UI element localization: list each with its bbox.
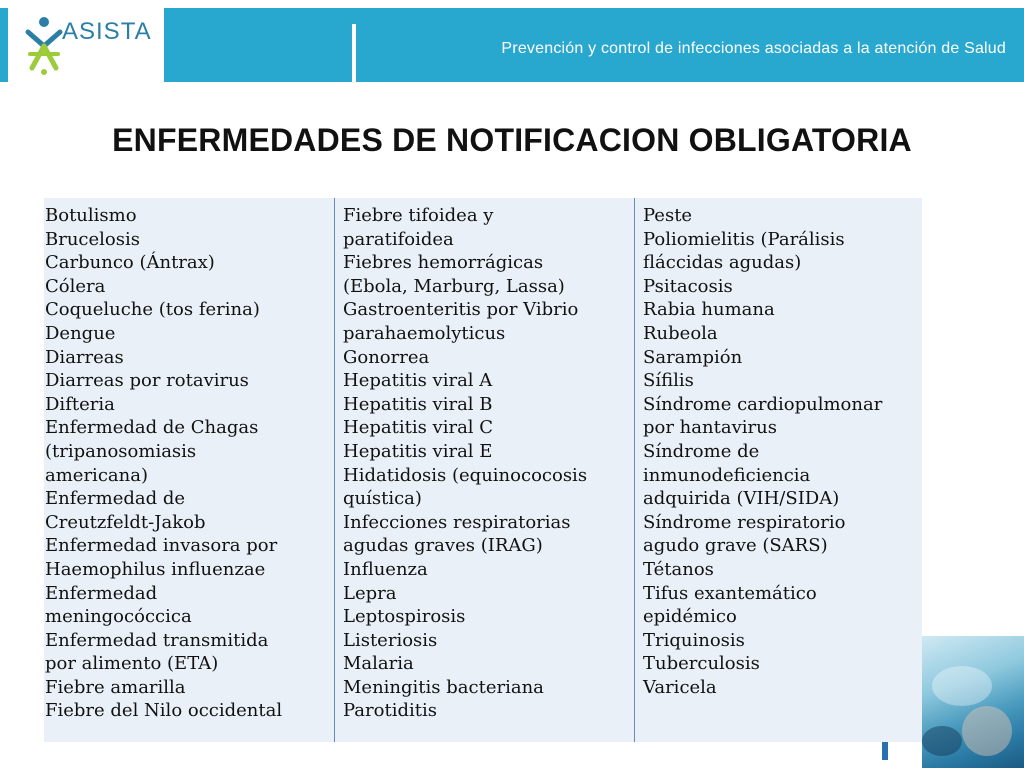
disease-item: Lepra — [343, 582, 397, 604]
disease-item: Peste — [643, 205, 693, 226]
disease-item: Hepatitis viral C — [343, 417, 494, 439]
disease-item: Meningitis bacteriana — [343, 676, 544, 698]
disease-item: meningocóccica — [45, 606, 192, 628]
disease-item: Cólera — [45, 275, 106, 297]
disease-item: Síndrome cardiopulmonar — [643, 393, 883, 415]
disease-item: Infecciones respiratorias — [343, 511, 571, 533]
disease-item: (Ebola, Marburg, Lassa) — [343, 275, 565, 297]
disease-item: Enfermedad de — [45, 488, 186, 510]
disease-item: Haemophilus influenzae — [45, 558, 266, 580]
disease-item: Enfermedad — [45, 582, 158, 604]
disease-item: Carbunco (Ántrax) — [45, 252, 215, 274]
logo-text: ASISTA — [62, 18, 152, 45]
disease-item: Influenza — [343, 558, 428, 580]
disease-item: Síndrome de — [643, 440, 760, 462]
slide-header — [0, 0, 1024, 84]
logo-area — [0, 0, 162, 84]
disease-item: Fiebres hemorrágicas — [343, 252, 544, 274]
disease-item: Hidatidosis (equinococosis — [343, 464, 588, 486]
disease-item: Brucelosis — [45, 228, 140, 250]
medical-team-photo — [922, 636, 1024, 768]
disease-item: Hepatitis viral A — [343, 370, 493, 392]
disease-item: Fiebre amarilla — [45, 676, 186, 698]
disease-item: Psitacosis — [643, 275, 733, 297]
disease-item: Difteria — [45, 393, 115, 415]
disease-item: Poliomielitis (Parálisis — [643, 228, 845, 250]
disease-item: Enfermedad invasora por — [45, 535, 278, 557]
disease-item: Malaria — [343, 653, 414, 675]
disease-item: Sarampión — [643, 346, 743, 368]
disease-item: Diarreas por rotavirus — [45, 370, 249, 392]
disease-item: fláccidas agudas) — [643, 252, 802, 274]
disease-item: Fiebre del Nilo occidental — [45, 700, 283, 722]
footer-accent-bar — [882, 742, 888, 760]
disease-item: americana) — [45, 464, 148, 486]
disease-item: agudas graves (IRAG) — [343, 535, 543, 557]
disease-item: paratifoidea — [343, 228, 454, 250]
disease-item: Tétanos — [643, 558, 714, 580]
disease-item: Parotiditis — [343, 700, 437, 722]
diseases-column-2 — [334, 198, 635, 742]
disease-item: agudo grave (SARS) — [643, 535, 828, 557]
banner-divider — [352, 24, 356, 90]
disease-item: Síndrome respiratorio — [643, 511, 846, 533]
disease-item: Coqueluche (tos ferina) — [45, 299, 260, 321]
disease-item: Hepatitis viral B — [343, 393, 493, 415]
diseases-list-1 — [44, 198, 334, 723]
disease-item: Hepatitis viral E — [343, 440, 493, 462]
header-banner — [164, 8, 1024, 82]
disease-item: Diarreas — [45, 346, 124, 368]
disease-item: por hantavirus — [643, 417, 777, 439]
diseases-column-1 — [44, 198, 334, 742]
disease-item: Dengue — [45, 322, 116, 344]
disease-item: Tifus exantemático — [643, 582, 817, 604]
disease-item: quística) — [343, 488, 422, 510]
disease-item: Enfermedad de Chagas — [45, 417, 259, 439]
disease-item: Creutzfeldt-Jakob — [45, 511, 206, 533]
disease-item: Enfermedad transmitida — [45, 629, 269, 651]
disease-item: adquirida (VIH/SIDA) — [643, 488, 840, 510]
disease-item: (tripanosomiasis — [45, 440, 197, 462]
disease-item: inmunodeficiencia — [643, 464, 811, 486]
disease-item: Sífilis — [643, 370, 694, 392]
disease-item: parahaemolyticus — [343, 322, 506, 344]
disease-item: Gonorrea — [343, 346, 430, 368]
disease-item: Fiebre tifoidea y — [343, 205, 494, 226]
banner-subtitle: Prevención y control de infecciones asociadas a la atención de Salud — [501, 40, 1006, 57]
left-accent-strip — [0, 8, 8, 82]
disease-item: Listeriosis — [343, 629, 438, 651]
disease-item: Rabia humana — [643, 299, 775, 321]
disease-item: Botulismo — [45, 205, 137, 226]
diseases-table — [44, 198, 922, 742]
disease-item: Rubeola — [643, 322, 718, 344]
diseases-column-3 — [634, 198, 923, 742]
asista-figure-icon — [24, 14, 64, 76]
disease-item: Gastroenteritis por Vibrio — [343, 299, 579, 321]
slide-title: ENFERMEDADES DE NOTIFICACION OBLIGATORIA — [112, 122, 912, 158]
disease-item: Leptospirosis — [343, 606, 466, 628]
disease-item: epidémico — [643, 606, 737, 628]
disease-item: Triquinosis — [643, 629, 745, 651]
disease-item: por alimento (ETA) — [45, 653, 219, 675]
disease-item: Tuberculosis — [643, 653, 760, 675]
disease-item: Varicela — [643, 676, 717, 698]
diseases-list-2 — [335, 198, 635, 723]
diseases-list-3 — [635, 198, 923, 699]
